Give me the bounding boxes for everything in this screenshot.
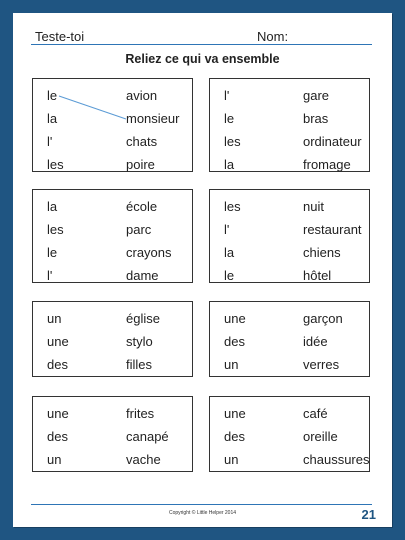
matching-box [32, 189, 193, 283]
copyright-text: Copyright © Little Helper 2014 [168, 510, 237, 516]
noun-word[interactable]: filles [126, 357, 153, 372]
noun-word[interactable]: avion [126, 88, 158, 103]
matching-box [209, 189, 370, 283]
matching-box [32, 301, 193, 377]
worksheet [13, 13, 392, 527]
noun-word[interactable]: café [303, 406, 328, 421]
noun-word[interactable]: canapé [126, 429, 169, 444]
noun-word[interactable]: stylo [126, 334, 153, 349]
noun-word[interactable]: garçon [303, 311, 343, 326]
article-word[interactable]: la [224, 245, 235, 260]
article-word[interactable]: une [47, 406, 69, 421]
noun-word[interactable]: poire [126, 157, 155, 172]
noun-word[interactable]: hôtel [303, 268, 332, 283]
article-word[interactable]: l' [47, 134, 53, 149]
noun-word[interactable]: verres [303, 357, 340, 372]
noun-word[interactable]: église [126, 311, 160, 326]
name-label: Nom: [257, 29, 289, 44]
noun-word[interactable]: frites [126, 406, 155, 421]
article-word[interactable]: la [224, 157, 235, 172]
article-word[interactable]: des [224, 429, 245, 444]
noun-word[interactable]: chaussures [303, 452, 370, 467]
article-word[interactable]: le [47, 245, 58, 260]
noun-word[interactable]: gare [303, 88, 330, 103]
noun-word[interactable]: école [126, 199, 158, 214]
article-word[interactable]: les [47, 222, 64, 237]
page-number: 21 [361, 507, 376, 522]
article-word[interactable]: des [224, 334, 245, 349]
article-word[interactable]: le [224, 268, 235, 283]
matching-box [32, 396, 193, 472]
noun-word[interactable]: chiens [303, 245, 341, 260]
noun-word[interactable]: nuit [303, 199, 324, 214]
article-word[interactable]: un [47, 311, 62, 326]
matching-box [32, 78, 193, 172]
article-word[interactable]: le [224, 111, 235, 126]
article-word[interactable]: l' [47, 268, 53, 283]
article-word[interactable]: l' [224, 88, 230, 103]
article-word[interactable]: des [47, 357, 68, 372]
article-word[interactable]: une [224, 406, 246, 421]
noun-word[interactable]: chats [126, 134, 158, 149]
page-title: Reliez ce qui va ensemble [125, 52, 280, 66]
article-word[interactable]: la [47, 199, 58, 214]
article-word[interactable]: des [47, 429, 68, 444]
article-word[interactable]: la [47, 111, 58, 126]
article-word[interactable]: une [224, 311, 246, 326]
noun-word[interactable]: restaurant [303, 222, 362, 237]
matching-box [209, 396, 370, 472]
noun-word[interactable]: oreille [303, 429, 338, 444]
noun-word[interactable]: monsieur [126, 111, 180, 126]
noun-word[interactable]: vache [126, 452, 161, 467]
article-word[interactable]: une [47, 334, 69, 349]
article-word[interactable]: le [47, 88, 58, 103]
header-rule [31, 44, 372, 45]
noun-word[interactable]: ordinateur [303, 134, 362, 149]
article-word[interactable]: un [224, 357, 239, 372]
article-word[interactable]: un [224, 452, 239, 467]
article-word[interactable]: l' [224, 222, 230, 237]
article-word[interactable]: les [47, 157, 64, 172]
footer-rule [31, 504, 372, 505]
noun-word[interactable]: crayons [126, 245, 172, 260]
matching-box [209, 301, 370, 377]
noun-word[interactable]: dame [126, 268, 159, 283]
header-label: Teste-toi [35, 29, 85, 44]
noun-word[interactable]: parc [126, 222, 152, 237]
noun-word[interactable]: fromage [303, 157, 351, 172]
article-word[interactable]: les [224, 134, 241, 149]
noun-word[interactable]: idée [303, 334, 328, 349]
matching-box [209, 78, 370, 172]
article-word[interactable]: un [47, 452, 62, 467]
article-word[interactable]: les [224, 199, 241, 214]
noun-word[interactable]: bras [303, 111, 329, 126]
